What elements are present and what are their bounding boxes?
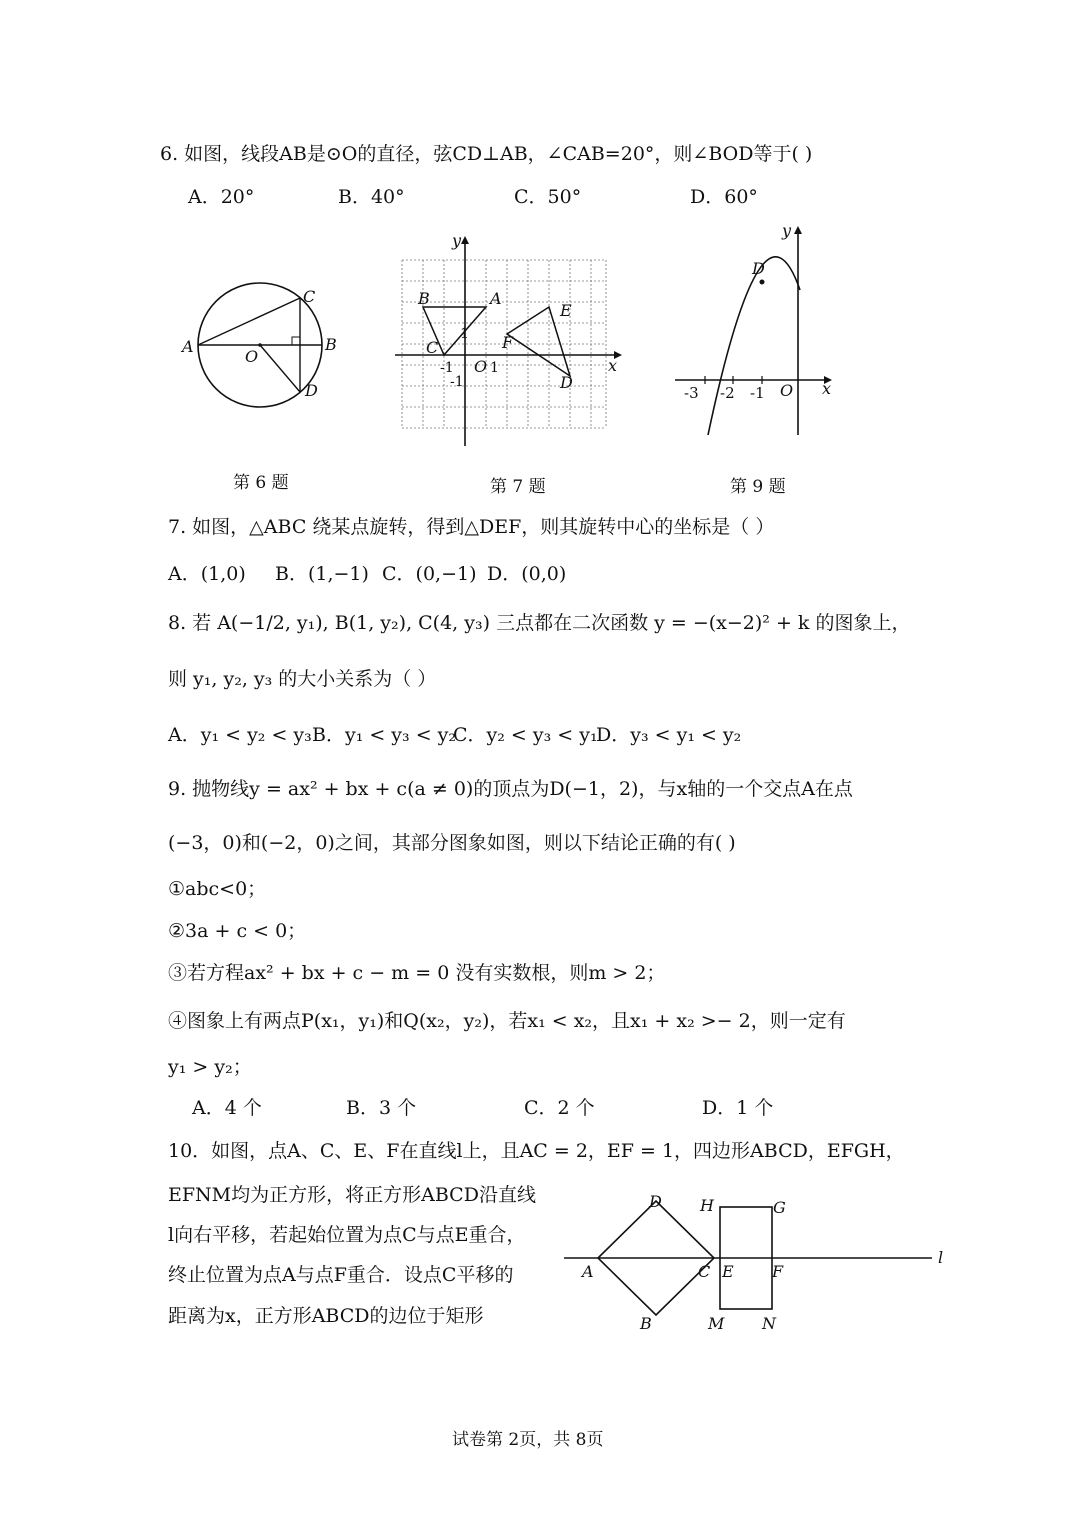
fig9-label-x: x (822, 379, 832, 398)
fig7-label-c: C (426, 338, 439, 357)
fig10-label-l: l (938, 1248, 944, 1267)
q10-line3: l向右平移，若起始位置为点C与点E重合， (168, 1224, 526, 1246)
q9-statement-2: ②3a + c < 0； (168, 920, 307, 942)
q7-option-d: D．(0,0) (487, 563, 567, 585)
fig7-caption: 第 7 题 (490, 477, 546, 497)
fig7-label-y: y (452, 231, 462, 250)
q9-line2: (−3，0)和(−2，0)之间，其部分图象如图，则以下结论正确的有( ) (168, 832, 736, 854)
fig9-label-o: O (780, 381, 794, 400)
fig6-label-d: D (305, 381, 318, 400)
fig9-label-d: D (752, 259, 765, 278)
q6-option-a: A．20° (188, 186, 255, 208)
fig7-label-d: D (560, 373, 573, 392)
fig10-label-f: F (772, 1262, 784, 1281)
q6-option-b: B．40° (338, 186, 405, 208)
figure-9 (670, 220, 840, 440)
fig6-caption: 第 6 题 (233, 473, 289, 493)
fig7-label-x: x (608, 356, 618, 375)
q6-stem: 6. 如图，线段AB是⊙O的直径，弦CD⊥AB，∠CAB=20°，则∠BOD等于( ) (160, 143, 813, 165)
fig7-label-o: O (474, 357, 488, 376)
fig9-tick-m3: -3 (684, 384, 699, 402)
q6-option-c: C．50° (514, 186, 582, 208)
fig7-tick-1-y: 1 (460, 326, 469, 342)
fig10-label-c: C (698, 1262, 711, 1281)
fig7-label-b: B (418, 289, 430, 308)
fig7-label-a: A (490, 289, 502, 308)
fig10-label-h: H (700, 1196, 714, 1215)
fig7-tick-neg1-x: -1 (440, 360, 454, 376)
q10-line4: 终止位置为点A与点F重合．设点C平移的 (168, 1264, 514, 1286)
fig6-label-o: O (245, 347, 259, 366)
fig10-label-n: N (762, 1314, 776, 1333)
fig6-label-c: C (303, 287, 316, 306)
q9-statement-4b: y₁ > y₂； (168, 1056, 252, 1078)
figure-7 (390, 228, 630, 450)
fig9-tick-m2: -2 (720, 384, 735, 402)
q7-option-c: C．(0,−1) (382, 563, 477, 585)
q9-option-b: B．3 个 (346, 1097, 417, 1119)
fig10-label-m: M (708, 1314, 725, 1333)
q6-option-d: D．60° (690, 186, 758, 208)
q8-stem: 8. 若 A(−1/2, y₁), B(1, y₂), C(4, y₃) 三点都在二次函数 y = −(x−2)² + k 的图象上， (168, 612, 911, 634)
q7-option-a: A．(1,0) (168, 563, 246, 585)
fig9-tick-m1: -1 (750, 384, 765, 402)
q9-statement-1: ①abc<0； (168, 878, 267, 900)
fig10-label-d: D (649, 1192, 662, 1211)
fig10-label-e: E (722, 1262, 734, 1281)
fig7-label-e: E (560, 301, 572, 320)
fig6-label-b: B (325, 335, 337, 354)
q9-stem: 9. 抛物线y = ax² + bx + c(a ≠ 0)的顶点为D(−1，2)，与x轴的一个交点A在点 (168, 778, 853, 800)
q9-statement-4: ④图象上有两点P(x₁，y₁)和Q(x₂，y₂)，若x₁ < x₂，且x₁ + x₂ >− 2，则一定有 (168, 1010, 846, 1032)
page-footer: 试卷第 2页，共 8页 (452, 1430, 604, 1450)
q8-line2: 则 y₁, y₂, y₃ 的大小关系为（ ） (168, 668, 437, 690)
fig10-label-b: B (640, 1314, 652, 1333)
q8-option-d: D．y₃ < y₁ < y₂ (596, 724, 742, 746)
figure-6 (170, 270, 350, 420)
fig10-label-g: G (773, 1198, 786, 1217)
fig9-caption: 第 9 题 (730, 477, 786, 497)
fig6-label-a: A (182, 337, 194, 356)
q8-option-a: A．y₁ < y₂ < y₃ (168, 724, 312, 746)
fig7-tick-neg1-y: -1 (450, 374, 464, 390)
q10-line1: 10．如图，点A、C、E、F在直线l上，且AC = 2，EF = 1，四边形ABCD，EFGH， (168, 1140, 905, 1162)
q10-line5: 距离为x，正方形ABCD的边位于矩形 (168, 1305, 484, 1327)
q7-stem: 7. 如图，△ABC 绕某点旋转，得到△DEF，则其旋转中心的坐标是（ ） (168, 516, 775, 538)
fig10-label-a: A (582, 1262, 594, 1281)
q9-option-d: D．1 个 (702, 1097, 774, 1119)
parabola-curve (708, 257, 800, 435)
fig7-label-f: F (502, 333, 514, 352)
q9-option-c: C．2 个 (524, 1097, 595, 1119)
q8-option-c: C．y₂ < y₃ < y₁ (453, 724, 598, 746)
fig9-label-y: y (782, 221, 792, 240)
fig7-tick-1-x: 1 (490, 360, 499, 376)
vertex-d-point (760, 280, 765, 285)
q10-line2: EFNM均为正方形，将正方形ABCD沿直线 (168, 1184, 536, 1206)
q8-option-b: B．y₁ < y₃ < y₂ (312, 724, 457, 746)
q9-option-a: A．4 个 (192, 1097, 262, 1119)
q7-option-b: B．(1,−1) (275, 563, 369, 585)
segment-od (260, 345, 300, 392)
right-angle-mark (292, 337, 300, 345)
q9-statement-3: ③若方程ax² + bx + c − m = 0 没有实数根，则m > 2； (168, 962, 666, 984)
figure-10 (560, 1185, 960, 1335)
